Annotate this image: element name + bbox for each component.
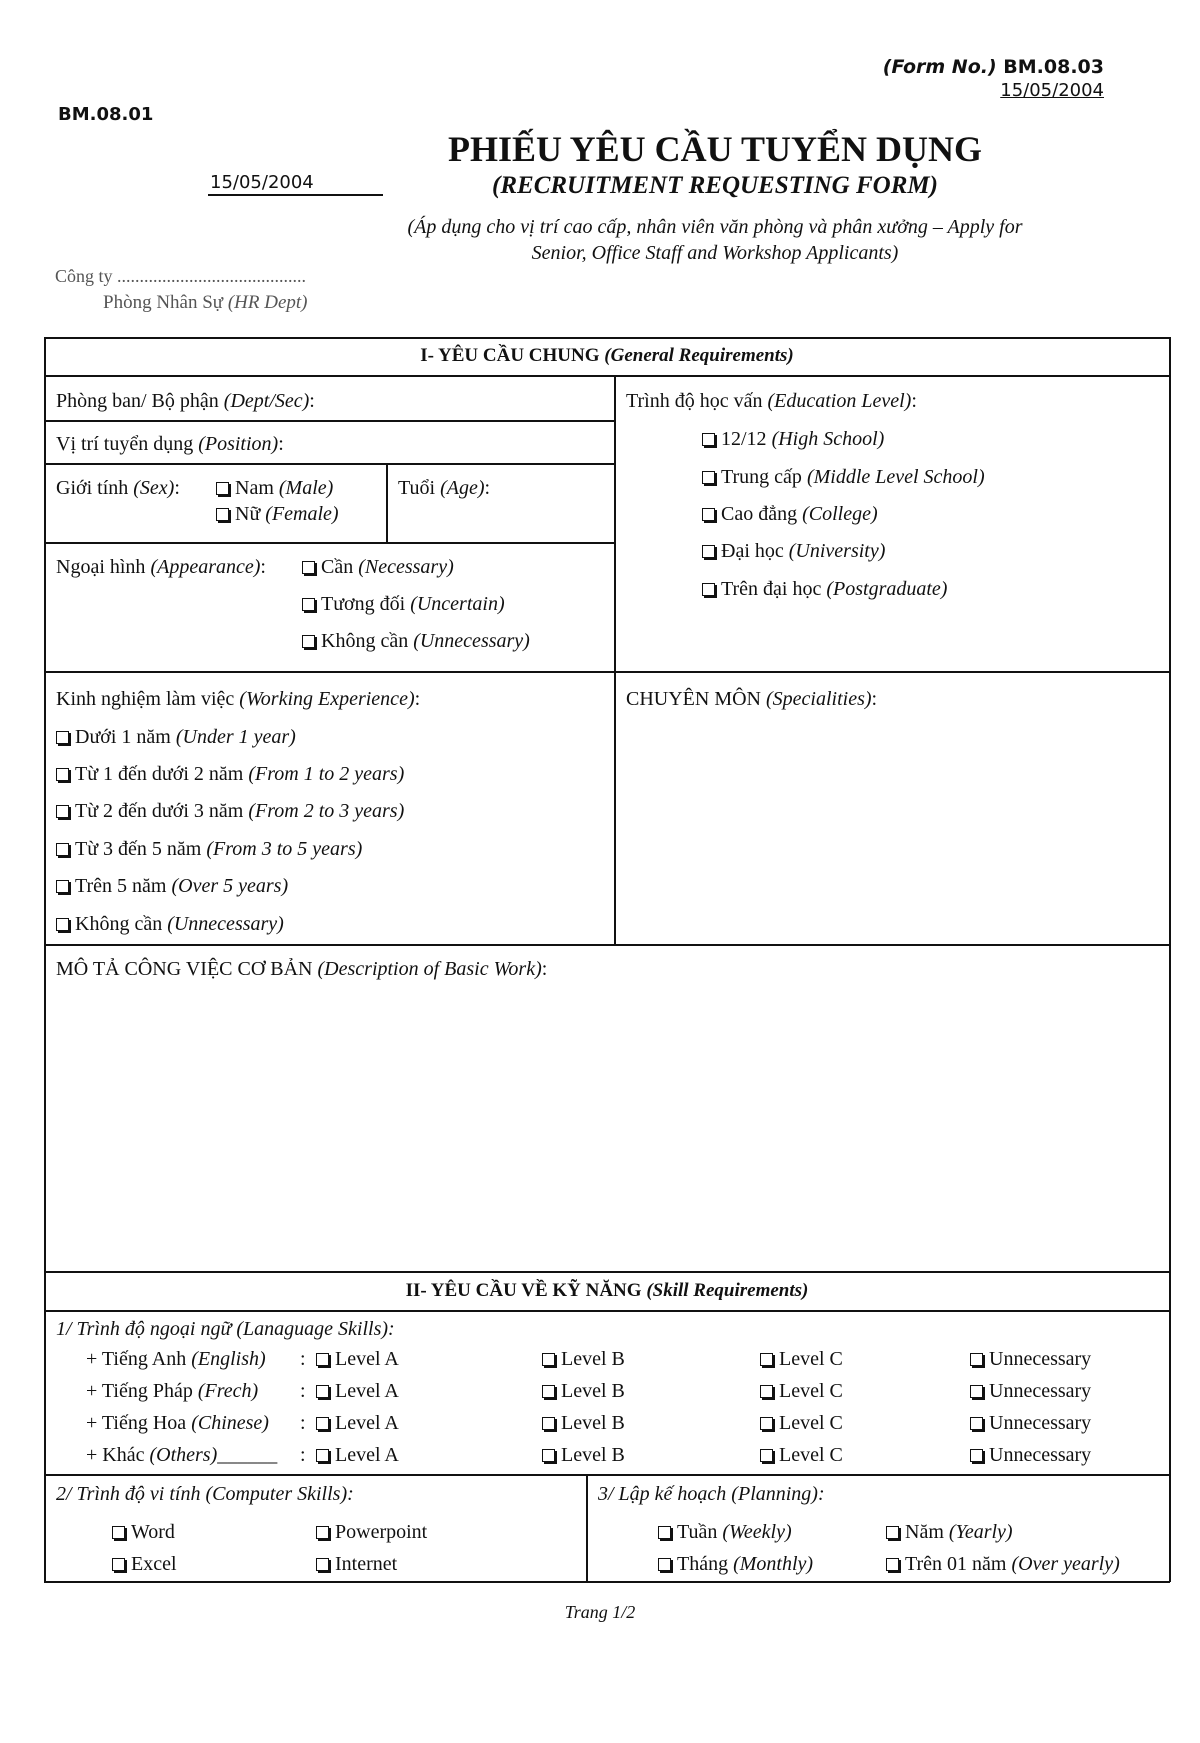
education-vi: 12/12 (721, 428, 767, 450)
checkbox-icon[interactable] (760, 1417, 773, 1430)
language-en: (Others)______ (149, 1444, 278, 1466)
level-c-option[interactable] (760, 1444, 843, 1467)
checkbox-icon[interactable] (316, 1353, 329, 1366)
checkbox-icon[interactable] (886, 1526, 899, 1539)
level-label: Unnecessary (989, 1348, 1092, 1370)
level-b-option[interactable] (542, 1348, 625, 1371)
appearance-uncertain-vi: Tương đối (321, 593, 406, 615)
date-left-underline (208, 194, 383, 196)
appearance-unnecessary-vi: Không cần (321, 630, 409, 652)
checkbox-icon[interactable] (56, 918, 69, 931)
checkbox-icon[interactable] (302, 598, 315, 611)
language-vi: + Tiếng Hoa (86, 1412, 187, 1434)
checkbox-icon[interactable] (316, 1417, 329, 1430)
colon: : (300, 1380, 306, 1402)
date-left: 15/05/2004 (210, 172, 314, 193)
page-number: Trang 1/2 (564, 1602, 636, 1622)
appearance-necessary-en: (Necessary) (358, 556, 454, 578)
language-name (86, 1348, 266, 1371)
level-unnecessary-option[interactable] (970, 1444, 1091, 1467)
level-label: Level B (561, 1444, 625, 1466)
level-label: Level A (335, 1380, 399, 1402)
experience-option[interactable] (56, 726, 296, 749)
sex-male-vi: Nam (235, 477, 274, 499)
language-en: (English) (191, 1348, 266, 1370)
level-label: Level C (779, 1444, 843, 1466)
level-label: Level B (561, 1412, 625, 1434)
checkbox-icon[interactable] (316, 1449, 329, 1462)
hline-dept (44, 420, 614, 422)
planning-option-over-yearly[interactable] (886, 1553, 1120, 1576)
checkbox-icon[interactable] (302, 561, 315, 574)
education-vi: Trung cấp (721, 466, 802, 488)
education-en: (Postgraduate) (826, 578, 948, 600)
experience-option[interactable] (56, 800, 404, 823)
appearance-label-vi: Ngoại hình (56, 556, 146, 578)
border-bottom (44, 1581, 1170, 1583)
apply-note-1: (Áp dụng cho vị trí cao cấp, nhân viên văn phòng và phân xưởng – Apply for (407, 216, 1023, 238)
checkbox-icon[interactable] (702, 433, 715, 446)
hline-experience (44, 944, 1170, 946)
hline-position (44, 463, 614, 465)
checkbox-icon[interactable] (112, 1558, 125, 1571)
hr-dept (103, 292, 308, 314)
hr-dept-vi: Phòng Nhân Sự (103, 292, 224, 313)
level-label: Level C (779, 1412, 843, 1434)
level-unnecessary-option[interactable] (970, 1380, 1091, 1403)
sex-female-en: (Female) (265, 503, 339, 525)
checkbox-icon[interactable] (760, 1449, 773, 1462)
appearance-label: Ngoại hình (Appearance): (56, 556, 266, 578)
level-label: Level A (335, 1348, 399, 1370)
checkbox-icon[interactable] (542, 1353, 555, 1366)
checkbox-icon[interactable] (886, 1558, 899, 1571)
checkbox-icon[interactable] (56, 843, 69, 856)
level-label: Unnecessary (989, 1412, 1092, 1434)
computer-option-label: Internet (335, 1553, 398, 1575)
checkbox-icon[interactable] (216, 482, 229, 495)
checkbox-icon[interactable] (216, 508, 229, 521)
planning-option-yearly[interactable] (886, 1521, 1013, 1544)
level-c-option[interactable] (760, 1348, 843, 1371)
hline-sex (44, 542, 614, 544)
checkbox-icon[interactable] (542, 1417, 555, 1430)
experience-en: (Unnecessary) (167, 913, 284, 935)
education-label-vi: Trình độ học vấn (626, 390, 763, 412)
experience-option[interactable] (56, 838, 362, 861)
level-b-option[interactable] (542, 1412, 625, 1435)
level-unnecessary-option[interactable] (970, 1412, 1091, 1435)
planning-en: (Weekly) (722, 1521, 792, 1543)
speciality-label: CHUYÊN MÔN (626, 688, 761, 710)
experience-vi: Từ 2 đến dưới 3 năm (75, 800, 244, 822)
experience-vi: Từ 3 đến 5 năm (75, 838, 202, 860)
experience-vi: Dưới 1 năm (75, 726, 171, 748)
appearance-option-unnecessary[interactable] (302, 630, 530, 653)
colon: : (300, 1444, 306, 1466)
appearance-uncertain-en: (Uncertain) (410, 593, 505, 615)
vline-sex-age (386, 463, 388, 542)
planning-en: (Monthly) (733, 1553, 814, 1575)
computer-option-label: Excel (131, 1553, 177, 1575)
section2-title-en: (Skill Requirements) (646, 1280, 809, 1301)
computer-option-label: Powerpoint (335, 1521, 428, 1543)
description-label: MÔ TẢ CÔNG VIỆC CƠ BẢN (56, 958, 313, 980)
appearance-label-en: (Appearance) (150, 556, 261, 578)
level-label: Level C (779, 1380, 843, 1402)
planning-label: 3/ Lập kế hoạch (Planning): (598, 1483, 825, 1505)
experience-option[interactable] (56, 763, 404, 786)
checkbox-icon[interactable] (658, 1526, 671, 1539)
education-en: (College) (802, 503, 878, 525)
checkbox-icon[interactable] (970, 1385, 983, 1398)
planning-vi: Tháng (677, 1553, 729, 1575)
border-right (1169, 337, 1171, 1582)
company-field: Công ty .......................................... (55, 266, 307, 286)
planning-vi: Năm (905, 1521, 944, 1543)
education-label: Trình độ học vấn (Education Level): (626, 390, 917, 412)
experience-label-vi: Kinh nghiệm làm việc (56, 688, 235, 710)
experience-en: (Over 5 years) (171, 875, 289, 897)
checkbox-icon[interactable] (56, 880, 69, 893)
sex-label-vi: Giới tính (56, 477, 129, 499)
section1-title-vi: I- YÊU CẦU CHUNG (420, 345, 600, 366)
dept-label-en: (Dept/Sec) (223, 390, 310, 412)
appearance-option-necessary[interactable] (302, 556, 454, 579)
language-vi: + Khác (86, 1444, 145, 1466)
checkbox-icon[interactable] (970, 1449, 983, 1462)
computer-option-label: Word (131, 1521, 175, 1543)
dept-field[interactable]: Phòng ban/ Bộ phận (Dept/Sec): (56, 390, 315, 412)
level-a-option[interactable] (316, 1380, 399, 1403)
education-en: (Middle Level School) (806, 466, 985, 488)
checkbox-icon[interactable] (316, 1558, 329, 1571)
level-c-option[interactable] (760, 1412, 843, 1435)
level-a-option[interactable] (316, 1444, 399, 1467)
age-field[interactable]: Tuổi (Age): (398, 477, 491, 499)
appearance-necessary-vi: Cần (321, 556, 354, 578)
planning-en: (Over yearly) (1011, 1553, 1120, 1575)
computer-label: 2/ Trình độ vi tính (Computer Skills): (56, 1483, 354, 1505)
education-label-en: (Education Level) (767, 390, 912, 412)
sex-option-female[interactable] (216, 503, 339, 526)
experience-en: (From 3 to 5 years) (206, 838, 363, 860)
hline-sec2 (44, 1310, 1170, 1312)
education-option[interactable] (702, 428, 884, 451)
checkbox-icon[interactable] (302, 635, 315, 648)
checkbox-icon[interactable] (56, 805, 69, 818)
experience-option[interactable] (56, 875, 288, 898)
education-option[interactable] (702, 540, 885, 563)
section2-title (44, 1280, 1170, 1302)
computer-option-internet[interactable] (316, 1553, 397, 1576)
vline-computer-planning (586, 1474, 588, 1582)
experience-en: (From 2 to 3 years) (248, 800, 405, 822)
education-vi: Cao đẳng (721, 503, 798, 525)
language-en: (Chinese) (191, 1412, 269, 1434)
appearance-unnecessary-en: (Unnecessary) (413, 630, 530, 652)
hline-description (44, 1271, 1170, 1273)
level-label: Level A (335, 1444, 399, 1466)
colon: : (300, 1348, 306, 1370)
education-vi: Trên đại học (721, 578, 822, 600)
border-top (44, 337, 1170, 339)
form-number (883, 56, 1104, 78)
computer-option-excel[interactable] (112, 1553, 177, 1576)
checkbox-icon[interactable] (658, 1558, 671, 1571)
language-label: 1/ Trình độ ngoại ngữ (Lanaguage Skills): (56, 1318, 395, 1340)
page-title: PHIẾU YÊU CẦU TUYỂN DỤNG (447, 129, 983, 169)
hline-language (44, 1474, 1170, 1476)
apply-note-2: Senior, Office Staff and Workshop Applicants) (531, 242, 899, 264)
colon: : (300, 1412, 306, 1434)
border-left (44, 337, 46, 1582)
experience-label: Kinh nghiệm làm việc (Working Experience): (56, 688, 421, 710)
experience-label-en: (Working Experience) (239, 688, 415, 710)
checkbox-icon[interactable] (702, 471, 715, 484)
planning-en: (Yearly) (948, 1521, 1013, 1543)
level-unnecessary-option[interactable] (970, 1348, 1091, 1371)
checkbox-icon[interactable] (112, 1526, 125, 1539)
level-a-option[interactable] (316, 1412, 399, 1435)
description-field[interactable]: MÔ TẢ CÔNG VIỆC CƠ BẢN (Description of Basic Work): (56, 958, 548, 980)
code-left: BM.08.01 (58, 104, 154, 125)
hr-dept-en: (HR Dept) (227, 292, 308, 313)
experience-en: (From 1 to 2 years) (248, 763, 405, 785)
checkbox-icon[interactable] (702, 545, 715, 558)
level-c-option[interactable] (760, 1380, 843, 1403)
checkbox-icon[interactable] (316, 1526, 329, 1539)
level-b-option[interactable] (542, 1444, 625, 1467)
checkbox-icon[interactable] (316, 1385, 329, 1398)
planning-option-monthly[interactable] (658, 1553, 813, 1576)
section1-title (44, 345, 1170, 367)
section2-title-vi: II- YÊU CẦU VỀ KỸ NĂNG (405, 1280, 642, 1301)
level-b-option[interactable] (542, 1380, 625, 1403)
education-option[interactable] (702, 466, 985, 489)
computer-option-word[interactable] (112, 1521, 175, 1544)
description-label-en: (Description of Basic Work) (317, 958, 542, 980)
sex-female-vi: Nữ (235, 503, 261, 525)
language-vi: + Tiếng Anh (86, 1348, 187, 1370)
position-label: Vị trí tuyển dụng (56, 433, 194, 455)
checkbox-icon[interactable] (760, 1385, 773, 1398)
position-field[interactable]: Vị trí tuyển dụng (Position): (56, 433, 284, 455)
language-en: (Frech) (197, 1380, 259, 1402)
education-en: (University) (788, 540, 886, 562)
language-vi: + Tiếng Pháp (86, 1380, 193, 1402)
checkbox-icon[interactable] (970, 1417, 983, 1430)
sex-label-en: (Sex) (133, 477, 175, 499)
language-name (86, 1380, 258, 1403)
experience-vi: Trên 5 năm (75, 875, 167, 897)
form-number-value: BM.08.03 (1003, 56, 1104, 78)
education-option[interactable] (702, 503, 878, 526)
checkbox-icon[interactable] (760, 1353, 773, 1366)
planning-vi: Trên 01 năm (905, 1553, 1007, 1575)
sex-option-male[interactable] (216, 477, 333, 500)
checkbox-icon[interactable] (56, 731, 69, 744)
hline-under-sec1 (44, 375, 1170, 377)
checkbox-icon[interactable] (702, 583, 715, 596)
section1-title-en: (General Requirements) (604, 345, 794, 366)
checkbox-icon[interactable] (542, 1385, 555, 1398)
form-date: 15/05/2004 (1000, 80, 1104, 101)
level-label: Level A (335, 1412, 399, 1434)
experience-vi: Từ 1 đến dưới 2 năm (75, 763, 244, 785)
planning-vi: Tuần (677, 1521, 718, 1543)
speciality-label-en: (Specialities) (766, 688, 872, 710)
experience-option[interactable] (56, 913, 284, 936)
sex-label: Giới tính (Sex): (56, 477, 180, 499)
dept-label: Phòng ban/ Bộ phận (56, 390, 219, 412)
computer-option-powerpoint[interactable] (316, 1521, 427, 1544)
age-label: Tuổi (398, 477, 436, 499)
level-label: Level B (561, 1348, 625, 1370)
level-label: Level B (561, 1380, 625, 1402)
sex-male-en: (Male) (278, 477, 334, 499)
checkbox-icon[interactable] (542, 1449, 555, 1462)
education-vi: Đại học (721, 540, 784, 562)
planning-option-weekly[interactable] (658, 1521, 792, 1544)
education-en: (High School) (771, 428, 885, 450)
form-number-label: (Form No.) (882, 56, 997, 78)
experience-vi: Không cần (75, 913, 163, 935)
checkbox-icon[interactable] (702, 508, 715, 521)
checkbox-icon[interactable] (56, 768, 69, 781)
language-name (86, 1412, 269, 1435)
speciality-field[interactable]: CHUYÊN MÔN (Specialities): (626, 688, 878, 710)
level-label: Unnecessary (989, 1444, 1092, 1466)
age-label-en: (Age) (440, 477, 485, 499)
page-subtitle: (RECRUITMENT REQUESTING FORM) (492, 172, 938, 199)
experience-en: (Under 1 year) (175, 726, 296, 748)
appearance-option-uncertain[interactable] (302, 593, 505, 616)
vline-main (614, 375, 616, 945)
position-label-en: (Position) (198, 433, 279, 455)
education-option[interactable] (702, 578, 947, 601)
checkbox-icon[interactable] (970, 1353, 983, 1366)
hline-appearance (44, 671, 1170, 673)
level-a-option[interactable] (316, 1348, 399, 1371)
language-name (86, 1444, 277, 1467)
level-label: Unnecessary (989, 1380, 1092, 1402)
level-label: Level C (779, 1348, 843, 1370)
